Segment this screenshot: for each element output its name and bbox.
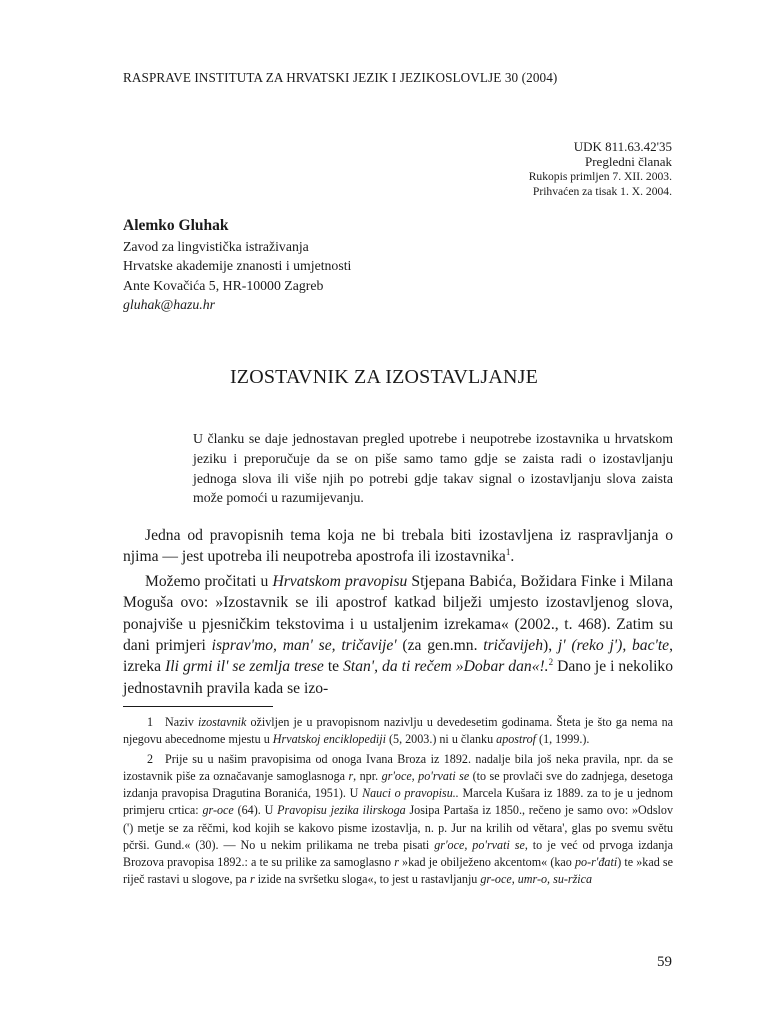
footnote-1 — [123, 714, 673, 748]
p2-examples-2: j' (reko j'), bac'te — [557, 637, 670, 655]
abstract: U članku se daje jednostavan pregled upotrebe i neupotrebe izostavnika u hrvatskom jeziku i preporučuje da se on piše samo tamo gdje se zaista radi o izostavljanju jednoga slova ili više njih po potrebi gdje takav signal o izostavljanju slova zaista može pomoći u razumijevanju. — [193, 431, 673, 506]
fn1-g: (1, 1999.). — [536, 732, 590, 747]
fn2-s: izide na svršetku sloga«, to jest u rastavljanju — [254, 871, 481, 886]
accepted-date: Prihvaćen za tisak 1. X. 2004. — [532, 185, 672, 198]
fn2-f: Nauci o pravopisu.. — [362, 786, 459, 801]
p1-text: Jedna od pravopisnih tema koja ne bi trebala biti izostavljena iz raspravljanja o njima — jest upotreba ili neupotreba apostrofa ili izostavnika — [123, 527, 673, 566]
p2-c: Stjepana Babića, Božidara Finke i Milana Moguša ovo: »Izostavnik se ili apostrof katkad bilježi umjesto izostavljenog slova, ponajviše u pjesničkim tekstovima i u ustaljenim izrekama« (2002., t. 468). Zatim su dani primjeri — [123, 572, 673, 655]
fn2-c: , npr. — [353, 769, 382, 784]
footnote-ref-2[interactable]: 2 — [548, 657, 554, 668]
p2-saying-1: Ili grmi il' se zemlja trese — [165, 658, 324, 676]
footnote-ref-1[interactable]: 1 — [505, 547, 511, 558]
fn2-i: (64). U — [233, 803, 278, 818]
fn2-o: »kad je obilježeno akcentom« (kao — [398, 854, 575, 869]
fn2-t: gr-oce, umr-o, su-ržica — [480, 871, 593, 886]
running-head: RASPRAVE INSTITUTA ZA HRVATSKI JEZIK I JEZIKOSLOVLJE 30 (2004) — [123, 70, 558, 85]
footnote-2 — [123, 751, 673, 888]
udk-code: UDK 811.63.42'35 — [573, 139, 672, 154]
fn2-k: Josipa Partaša iz 1850., rečeno je samo ovo: »Odslov (') metje se za rěčmi, kod kojih se kakovo pisme izostavlja, n. p. Jur na krilih od větara', glas po svemu světu pčrši. Gund.« (30). — No u nekim prilikama ne treba pisati — [123, 803, 673, 852]
body-text — [123, 525, 673, 699]
fn1-term: izostavnik — [198, 715, 247, 729]
p1-end: . — [510, 548, 515, 566]
fn2-l: gr'oce, po'rvati se — [434, 837, 525, 852]
fn2-h: gr-oce — [202, 803, 234, 818]
page-number: 59 — [657, 954, 672, 970]
p2-i: , izreka — [123, 637, 674, 676]
p2-examples-1: isprav'mo, man' se, tričavije' — [211, 637, 397, 655]
fn2-d: gr'oce, po'rvati se — [381, 769, 470, 784]
affiliation-line-2: Hrvatske akademije znanosti i umjetnosti — [123, 258, 352, 273]
p2-a: Možemo pročitati u — [145, 572, 273, 590]
article-title: IZOSTAVNIK ZA IZOSTAVLJANJE — [229, 366, 539, 388]
fn2-e: (to se provlači sve do zadnjega, desetoga izdanja pravopisa Dragutina Boranića, 1951). U — [123, 769, 673, 801]
fn2-n: r — [394, 854, 399, 869]
footnote-divider — [123, 706, 273, 707]
p2-example-tricavijeh: tričavijeh — [483, 637, 544, 655]
fn1-a: Naziv — [165, 715, 198, 729]
p2-saying-2: Stan', da ti rečem »Dobar dan«!. — [343, 658, 549, 676]
p2-g: ), — [543, 637, 558, 655]
received-date: Rukopis primljen 7. XII. 2003. — [528, 170, 672, 183]
fn2-p: po-r'đati — [574, 854, 618, 869]
article-metadata — [529, 139, 672, 199]
footnote-1-number: 1 — [147, 715, 154, 729]
p2-k: te — [323, 658, 344, 676]
fn2-r: r — [249, 871, 255, 886]
fn2-j: Pravopisu jezika ilirskoga — [277, 803, 406, 818]
affiliation-line-1: Zavod za lingvistička istraživanja — [123, 238, 309, 254]
article-type: Pregledni članak — [585, 154, 672, 169]
fn2-m: , to je već od prvoga izdanja Brozova pravopisa 1892.: a te su prilike za samoglasno — [123, 837, 673, 869]
p2-m: Dano je i nekoliko jednostavnih pravila kada se izo- — [123, 658, 674, 697]
footnotes — [123, 714, 673, 888]
fn1-e: (5, 2003.) ni u članku — [385, 732, 497, 747]
p2-e: (za gen.mn. — [396, 637, 484, 655]
fn1-c: oživljen je u pravopisnom nazivlju u devedesetim godinama. Šteta je što ga nema na njegovu abecednome mjestu u — [123, 715, 673, 747]
fn2-q: ) te »kad se riječ rastavi u slogove, pa — [123, 854, 673, 886]
body-paragraph-2 — [123, 571, 673, 699]
author-address: Ante Kovačića 5, HR-10000 Zagreb — [123, 277, 324, 293]
body-paragraph-1 — [123, 525, 673, 568]
fn2-a: Prije su u našim pravopisima od onoga Ivana Broza iz 1892. nadalje bila još neka pravila, npr. da se izostavnik piše za označavanje samoglasnoga — [123, 752, 673, 784]
author-name: Alemko Gluhak — [123, 217, 229, 234]
fn2-g: Marcela Kušara iz 1889. za to je u jednom primjeru crtica: — [123, 786, 673, 818]
fn1-encyclopedia: Hrvatskoj enciklopediji — [272, 732, 386, 747]
p2-book-title: Hrvatskom pravopisu — [272, 572, 408, 590]
author-email[interactable]: gluhak@hazu.hr — [123, 297, 216, 312]
fn1-article: apostrof — [496, 732, 537, 747]
fn2-b: r — [348, 769, 354, 784]
footnote-2-number: 2 — [147, 752, 154, 767]
author-block — [123, 216, 351, 315]
